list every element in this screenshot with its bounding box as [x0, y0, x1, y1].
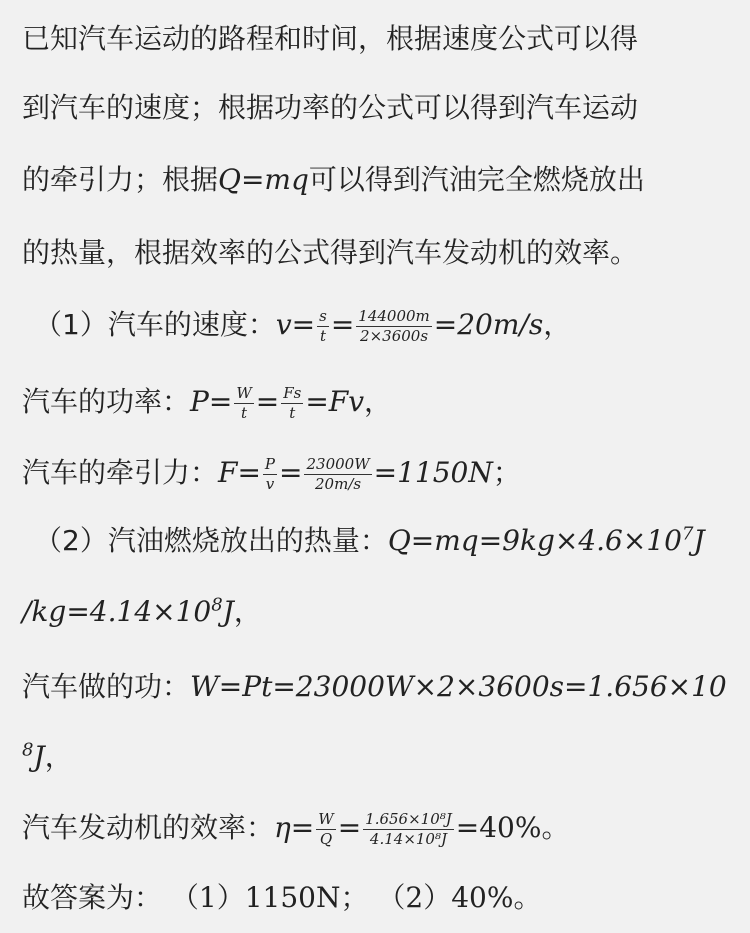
- fraction-denominator: t: [289, 403, 296, 422]
- speed-line: [22, 305, 732, 345]
- analysis-text: 的牵引力；根据: [22, 163, 219, 196]
- equals-sign: =: [290, 811, 315, 844]
- fraction-denominator: v: [265, 474, 275, 493]
- fraction-numerator: P: [264, 454, 276, 473]
- exponent: 7: [681, 523, 694, 545]
- speed-result: =20m/s: [433, 308, 544, 341]
- heat-label: （2）汽油燃烧放出的热量：: [34, 524, 388, 557]
- fraction-numerator: 23000W: [306, 454, 370, 473]
- force-fraction-p-v: [263, 456, 277, 493]
- equals-sign: =: [208, 385, 233, 418]
- efficiency-line: [22, 808, 732, 848]
- heat-line-continued: [22, 592, 732, 632]
- speed-fraction-numeric: [356, 308, 431, 345]
- efficiency-fraction-numeric: [363, 811, 454, 848]
- punctuation: 。: [541, 811, 570, 844]
- speed-symbol: v: [275, 308, 292, 341]
- punctuation: ；: [492, 456, 521, 489]
- fraction-denominator: Q: [319, 829, 333, 848]
- force-symbol: F: [218, 456, 238, 489]
- punctuation: ，: [44, 740, 73, 773]
- work-line-continued: [22, 737, 732, 777]
- punctuation: ，: [233, 595, 262, 628]
- fraction-denominator: 20m/s: [315, 474, 362, 493]
- fraction-numerator: 144000m: [358, 306, 430, 325]
- fraction-numerator: W: [236, 383, 252, 402]
- heat-line: [22, 521, 732, 561]
- unit: J: [33, 740, 45, 773]
- unit: J: [693, 524, 705, 557]
- fraction-numerator: 1.656×10⁸J: [365, 809, 452, 828]
- efficiency-result: =40%: [455, 811, 542, 844]
- analysis-line-3: [22, 160, 732, 200]
- punctuation: ，: [364, 385, 393, 418]
- speed-fraction-symbolic: [317, 308, 329, 345]
- force-label: 汽车的牵引力：: [22, 456, 219, 489]
- work-label: 汽车做的功：: [22, 670, 191, 703]
- power-label: 汽车的功率：: [22, 385, 191, 418]
- answer-label: 故答案为：: [22, 881, 163, 914]
- equals-sign: =: [330, 308, 355, 341]
- analysis-line-2: 到汽车的速度；根据功率的公式可以得到汽车运动: [22, 91, 639, 124]
- power-symbol: P: [190, 385, 209, 418]
- analysis-line-4: 的热量，根据效率的公式得到汽车发动机的效率。: [22, 236, 639, 269]
- analysis-text: 可以得到汽油完全燃烧放出: [308, 163, 645, 196]
- work-line: [22, 667, 732, 707]
- heat-expression: Q=mq=9kg×4.6×10: [387, 524, 682, 557]
- fraction-denominator: t: [241, 403, 248, 422]
- power-line: [22, 382, 732, 422]
- fraction-numerator: s: [319, 306, 327, 325]
- answer-part-2: （2）40%。: [377, 881, 542, 914]
- exponent: 8: [211, 594, 223, 616]
- unit: J: [222, 595, 234, 628]
- heat-formula-inline: Q=mq: [218, 163, 309, 196]
- answer-part-1: （1）1150N；: [170, 881, 369, 914]
- fraction-denominator: t: [319, 326, 326, 345]
- equals-sign: =: [255, 385, 280, 418]
- analysis-line-1: 已知汽车运动的路程和时间，根据速度公式可以得: [22, 22, 639, 55]
- equals-sign: =: [337, 811, 362, 844]
- punctuation: ，: [543, 308, 572, 341]
- fraction-denominator: 2×3600s: [360, 326, 429, 345]
- force-line: [22, 453, 732, 493]
- fraction-denominator: 4.14×10⁸J: [369, 829, 448, 848]
- efficiency-fraction-w-q: [316, 811, 335, 848]
- fraction-numerator: W: [318, 809, 334, 828]
- exponent: 8: [22, 739, 34, 761]
- power-fraction-w-t: [234, 385, 253, 422]
- force-result: =1150N: [373, 456, 493, 489]
- work-expression: W=Pt=23000W×2×3600s=1.656×10: [190, 670, 727, 703]
- eta-symbol: η: [274, 811, 291, 844]
- answer-line: [22, 878, 732, 918]
- heat-expression-cont: /kg=4.14×10: [22, 595, 212, 628]
- power-result: =Fv: [305, 385, 365, 418]
- efficiency-label: 汽车发动机的效率：: [22, 811, 275, 844]
- equals-sign: =: [291, 308, 316, 341]
- equals-sign: =: [237, 456, 261, 489]
- speed-label: （1）汽车的速度：: [34, 308, 276, 341]
- force-fraction-numeric: [304, 456, 371, 493]
- power-fraction-fs-t: [281, 385, 303, 422]
- fraction-numerator: Fs: [283, 383, 302, 402]
- equals-sign: =: [279, 456, 303, 489]
